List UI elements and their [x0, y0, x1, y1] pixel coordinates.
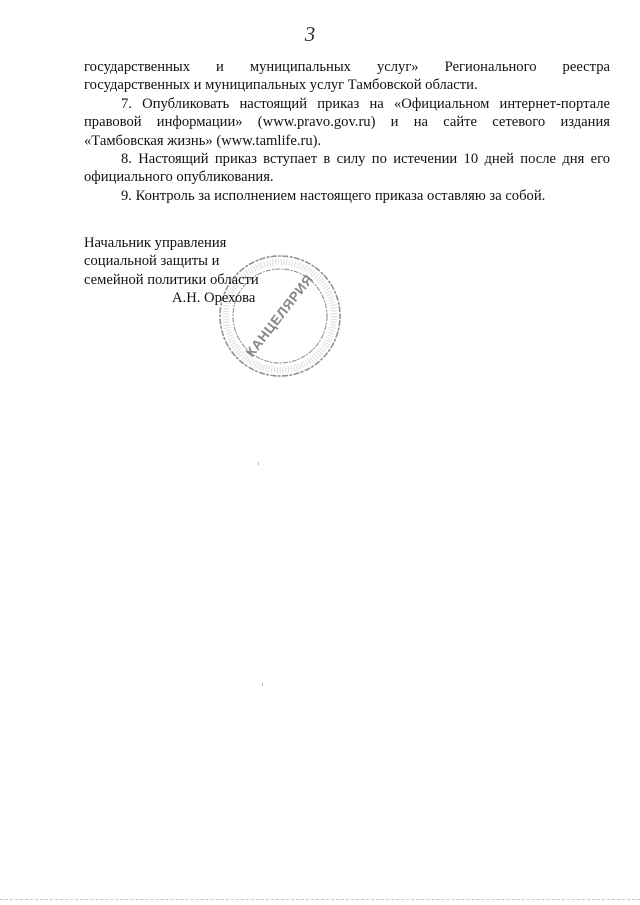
paragraph-9: 9. Контроль за исполнением настоящего приказа оставляю за собой. [121, 187, 546, 204]
signature-block [84, 234, 344, 308]
order-body [84, 58, 610, 205]
signature-position-line1: Начальник управления [84, 235, 227, 251]
word: муниципальных [249, 59, 351, 75]
signatory-name: А.Н. Орехова [172, 290, 256, 307]
stamp-center-text: КАНЦЕЛЯРИЯ [242, 271, 317, 360]
signature-position-line2: социальной защиты и [84, 253, 220, 270]
scan-edge-artifact [0, 899, 640, 902]
paragraph-continuation-line1 [84, 58, 610, 76]
paragraph-8: 8. Настоящий приказ вступает в силу по истечении 10 дней после дня его официального опубликования. [84, 151, 610, 186]
signature-position-line3: семейной политики области [84, 271, 259, 288]
word: и [216, 59, 224, 75]
paragraph-7: 7. Опубликовать настоящий приказ на «Официальном интернет-портале правовой информации» (www.pravo.gov.ru) и на сайте сетевого издания «Тамбовская жизнь» (www.tamlife.ru). [84, 95, 610, 149]
word: Регионального [444, 59, 537, 75]
word: услуг» [376, 59, 419, 75]
scan-speck [262, 683, 263, 686]
word: реестра [562, 59, 610, 75]
word: государственных [84, 59, 191, 75]
paragraph-continuation-line2: государственных и муниципальных услуг Тамбовской области. [84, 77, 478, 94]
page-number: 3 [304, 22, 316, 46]
scan-speck [258, 462, 259, 465]
